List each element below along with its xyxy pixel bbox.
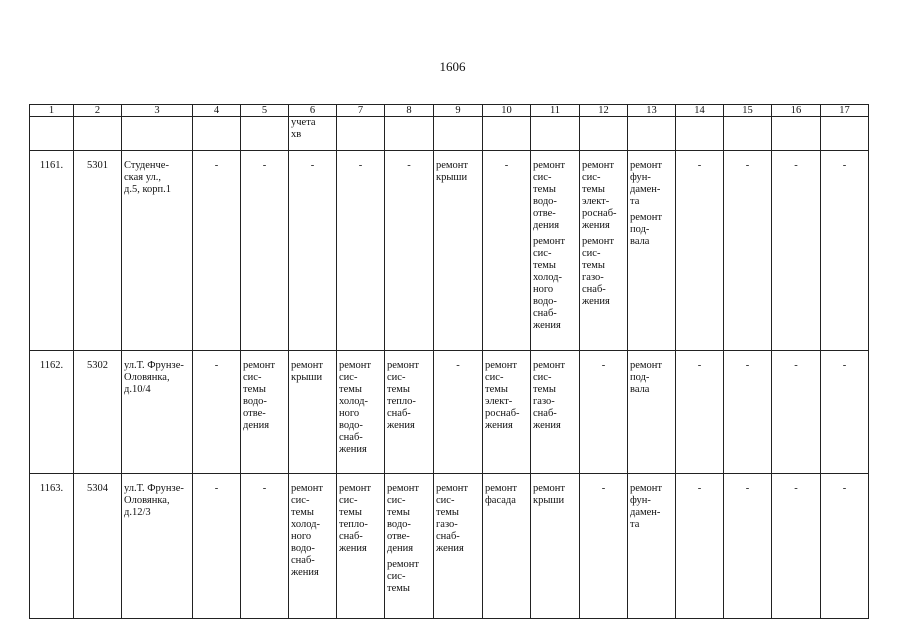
- dash-text: -: [794, 160, 798, 171]
- dash-text: -: [262, 160, 267, 171]
- table-cell: [241, 151, 289, 351]
- table-cell: [531, 474, 580, 619]
- dash-text: -: [745, 483, 750, 494]
- cell-text: ремонт сис- темы холод- ного водо- снаб- жения: [533, 236, 566, 331]
- table-cell: [122, 117, 193, 151]
- dash-text: -: [745, 160, 750, 171]
- table-cell: [337, 474, 385, 619]
- header-row: [30, 105, 869, 117]
- table-cell: [483, 351, 531, 474]
- page-number: 1606: [439, 59, 466, 74]
- table-cell: [434, 117, 483, 151]
- header-cell: 14: [676, 105, 724, 117]
- table-cell: [74, 117, 122, 151]
- table-cell: [772, 351, 821, 474]
- table-cell: [676, 351, 724, 474]
- header-cell: 6: [289, 105, 337, 117]
- dash-text: -: [262, 483, 267, 494]
- dash-text: -: [214, 483, 219, 494]
- table-cell: [821, 474, 869, 619]
- table-cell: [385, 117, 434, 151]
- table-cell: [337, 117, 385, 151]
- table-cell: [241, 474, 289, 619]
- table-cell: [30, 117, 74, 151]
- object-code: 5301: [74, 151, 122, 351]
- header-cell: 9: [434, 105, 483, 117]
- dash-text: -: [601, 483, 606, 494]
- table-cell: [772, 151, 821, 351]
- cell-text: ремонт под- вала: [630, 212, 663, 247]
- object-code: 5304: [74, 474, 122, 619]
- table-cell: [580, 117, 628, 151]
- table-cell: [434, 351, 483, 474]
- address-cell: [122, 474, 193, 619]
- dash-text: -: [214, 360, 219, 371]
- header-cell: 16: [772, 105, 821, 117]
- table-row: [30, 151, 869, 351]
- dash-text: -: [794, 360, 798, 371]
- dash-text: -: [697, 360, 702, 371]
- row-number: 1161.: [30, 151, 74, 351]
- table-cell: [724, 151, 772, 351]
- table-cell: [193, 117, 241, 151]
- table-cell: [337, 351, 385, 474]
- header-cell: 1: [30, 105, 74, 117]
- repair-schedule-table: [29, 104, 869, 619]
- header-cell: 5: [241, 105, 289, 117]
- cell-text: ремонт крыши: [436, 160, 469, 183]
- table-cell: [289, 117, 337, 151]
- table-cell: [772, 474, 821, 619]
- dash-text: -: [842, 483, 847, 494]
- cell-text: ремонт крыши: [533, 483, 566, 506]
- table-cell: [821, 151, 869, 351]
- cell-text: ремонт фасада: [485, 483, 518, 506]
- table-cell: [531, 151, 580, 351]
- table-cell: [531, 351, 580, 474]
- cell-text: ремонт сис- темы холод- ного водо- снаб- жения: [291, 483, 324, 578]
- table-cell: [628, 351, 676, 474]
- table-cell: [289, 474, 337, 619]
- table-cell: [434, 474, 483, 619]
- table-cell: [724, 474, 772, 619]
- table-cell: [385, 351, 434, 474]
- table-cell: [724, 351, 772, 474]
- table-cell: [289, 151, 337, 351]
- table-cell: [676, 117, 724, 151]
- dash-text: -: [504, 160, 509, 171]
- cell-text: ремонт сис- темы элект- роснаб- жения: [582, 160, 617, 231]
- address-cell: [122, 351, 193, 474]
- dash-text: -: [745, 360, 750, 371]
- table-cell: [337, 151, 385, 351]
- table-cell: [483, 117, 531, 151]
- cell-text: ремонт сис- темы тепло- снаб- жения: [339, 483, 372, 554]
- table-cell: [483, 474, 531, 619]
- table-cell: [193, 351, 241, 474]
- header-cell: 13: [628, 105, 676, 117]
- dash-text: -: [407, 160, 411, 171]
- table-row: [30, 351, 869, 474]
- dash-text: -: [842, 360, 847, 371]
- cell-text: ремонт сис- темы газо- снаб- жения: [436, 483, 469, 554]
- cell-text: ремонт под- вала: [630, 360, 663, 395]
- cell-text: ремонт сис- темы газо- снаб- жения: [582, 236, 615, 307]
- table-cell: [241, 117, 289, 151]
- header-cell: 4: [193, 105, 241, 117]
- table-row: [30, 474, 869, 619]
- address-text: ул.Т. Фрунзе- Оловянка, д.10/4: [124, 360, 184, 395]
- table-cell: [193, 474, 241, 619]
- dash-text: -: [601, 360, 606, 371]
- cell-text: ремонт сис- темы холод- ного водо- снаб- жения: [339, 360, 372, 455]
- table-cell: [821, 117, 869, 151]
- dash-text: -: [358, 160, 363, 171]
- table-cell: [628, 117, 676, 151]
- header-cell: 2: [74, 105, 122, 117]
- dash-text: -: [697, 160, 702, 171]
- cell-text: ремонт сис- темы тепло- снаб- жения: [387, 360, 420, 431]
- header-cell: 12: [580, 105, 628, 117]
- table-cell: [676, 151, 724, 351]
- dash-text: -: [214, 160, 219, 171]
- cell-text: ремонт сис- темы: [387, 559, 420, 594]
- table-cell: [531, 117, 580, 151]
- table-cell: [580, 474, 628, 619]
- continuation-row: [30, 117, 869, 151]
- dash-text: -: [794, 483, 798, 494]
- cell-text: ремонт сис- темы водо- отве- дения: [387, 483, 420, 554]
- header-cell: 15: [724, 105, 772, 117]
- table-cell: [580, 151, 628, 351]
- cell-text: ремонт сис- темы элект- роснаб- жения: [485, 360, 520, 431]
- cell-text: ремонт фун- дамен- та: [630, 160, 663, 207]
- table-cell: [289, 351, 337, 474]
- address-cell: [122, 151, 193, 351]
- row-number: 1162.: [30, 351, 74, 474]
- cell-text: ремонт фун- дамен- та: [630, 483, 663, 530]
- table-cell: [628, 151, 676, 351]
- header-cell: 7: [337, 105, 385, 117]
- dash-text: -: [842, 160, 847, 171]
- table-cell: [628, 474, 676, 619]
- header-cell: 3: [122, 105, 193, 117]
- cell-text: ремонт крыши: [291, 360, 324, 383]
- dash-text: -: [310, 160, 315, 171]
- table-cell: [676, 474, 724, 619]
- cell-text: ремонт сис- темы газо- снаб- жения: [533, 360, 566, 431]
- table-cell: [385, 474, 434, 619]
- address-text: Студенче- ская ул., д.5, корп.1: [124, 160, 172, 195]
- row-number: 1163.: [30, 474, 74, 619]
- table-cell: [241, 351, 289, 474]
- address-text: ул.Т. Фрунзе- Оловянка, д.12/3: [124, 483, 184, 518]
- table-cell: [483, 151, 531, 351]
- table-cell: [193, 151, 241, 351]
- table-cell: [385, 151, 434, 351]
- header-cell: 10: [483, 105, 531, 117]
- table-cell: [724, 117, 772, 151]
- table-cell: [821, 351, 869, 474]
- header-cell: 8: [385, 105, 434, 117]
- header-cell: 17: [821, 105, 869, 117]
- table-cell: [772, 117, 821, 151]
- cell-text: ремонт сис- темы водо- отве- дения: [243, 360, 276, 431]
- cell-text: учета хв: [291, 117, 316, 140]
- table-cell: [434, 151, 483, 351]
- object-code: 5302: [74, 351, 122, 474]
- cell-text: ремонт сис- темы водо- отве- дения: [533, 160, 566, 231]
- header-cell: 11: [531, 105, 580, 117]
- dash-text: -: [697, 483, 702, 494]
- table-cell: [580, 351, 628, 474]
- dash-text: -: [456, 360, 460, 371]
